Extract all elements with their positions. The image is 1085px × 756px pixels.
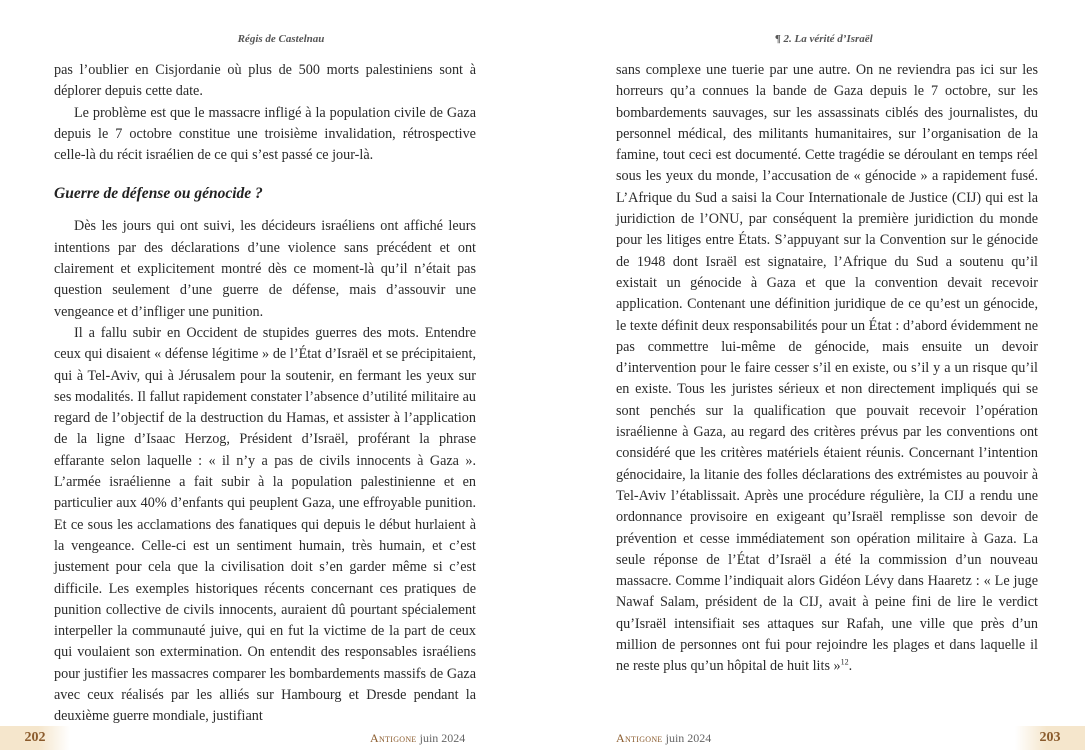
- footnote-reference[interactable]: 12: [840, 657, 849, 667]
- journal-date: juin 2024: [419, 731, 466, 745]
- journal-name: Antigone: [616, 731, 663, 745]
- journal-info: [616, 726, 711, 750]
- paragraph: Dès les jours qui ont suivi, les décideurs israéliens ont affiché leurs intentions par des déclarations d’une violence sans précédent et ont clairement et explicitement montré dès ce moment-là qu’il n’était pas question seulement d’une guerre de défense, mais d’assouvir une vengeance et d’infliger une punition.: [54, 218, 476, 320]
- running-head-author: Régis de Castelnau: [237, 33, 325, 45]
- paragraph: [616, 60, 1038, 678]
- left-page: [0, 0, 542, 756]
- paragraph-end: .: [848, 658, 853, 675]
- section-heading: Guerre de défense ou génocide ?: [54, 185, 263, 203]
- page-number: 203: [1015, 726, 1085, 750]
- paragraph: Le problème est que le massacre infligé à la population civile de Gaza depuis le 7 octobre constitue une troisième invalidation, rétrospective celle-là du récit israélien de ce qui s’est passé ce jour-là.: [54, 104, 476, 164]
- paragraph-text: sans complexe une tuerie par une autre. On ne reviendra pas ici sur les horreurs qu’a connues la bande de Gaza depuis le 7 octobre, sur les bombardements sauvages, sur les assassinats ciblés des journalistes, du personnel médical, des militants humanitaires, sur l’organisation de la famine, tout ceci est documenté. Cette tragédie se déroulant en temps réel sous les yeux du monde, l’accusation de « génocide » a rapidement fusé. L’Afrique du Sud a saisi la Cour Internationale de Justice (CIJ) qui est la juridiction de l’ONU, par conséquent la première juridiction du monde pour les litiges entre États. S’appuyant sur la Convention sur le génocide de 1948 dont Israël est signataire, l’Afrique du Sud a soutenu qu’il existait un génocide à Gaza et que la convention devait recevoir application. Contenant une définition juridique de ce qu’est un génocide, le texte définit deux responsabilités pour un État : d’abord évidemment ne pas commettre lui-même de génocide, mais ensuite un devoir d’intervention pour le faire cesser s’il en existe, ou s’il y a un risque qu’il en existe. Tous les juristes sérieux et non directement impliqués qui se sont penchés sur la qualification que pouvait recevoir l’opération israélienne à Gaza, au regard des critères prévus par les conventions ont considéré que les critères matériels étaient réunis. Concernant l’intention génocidaire, la litanie des folles déclarations des extrémistes au pouvoir à Tel-Aviv l’établissait. Après une procédure régulière, la CIJ a rendu une ordonnance provisoire en exigeant qu’Israël remplisse son devoir de prévention et cesse immédiatement son opération militaire à Gaza. La seule réponse de l’État d’Israël a été la commission d’un nouveau massacre. Comme l’indiquait alors Gidéon Lévy dans Haaretz : « Le juge Nawaf Salam, président de la CIJ, avait à peine fini de lire le verdict qu’Israël intensifiait ses attaques sur Rafah, une ville que près d’un million de personnes ont fui pour rejoindre les plages et dans laquelle il ne reste plus qu’un hôpital de huit lits »: [616, 62, 1038, 675]
- paragraph: pas l’oublier en Cisjordanie où plus de 500 morts palestiniens sont à déplorer depuis cette date.: [54, 62, 476, 100]
- journal-name: Antigone: [370, 731, 417, 745]
- journal-info: [370, 726, 465, 750]
- left-page-body: [54, 60, 476, 728]
- running-head-chapter: ¶ 2. La vérité d’Israël: [775, 33, 873, 45]
- journal-date: juin 2024: [665, 731, 712, 745]
- paragraph: Il a fallu subir en Occident de stupides guerres des mots. Entendre ceux qui disaient « défense légitime » de l’État d’Israël et se précipitaient, qui à Tel-Aviv, qui à Jérusalem pour la soutenir, en fermant les yeux sur ses modalités. Il fallut rapidement constater l’absence d’utilité militaire au regard de l’objectif de la destruction du Hamas, et assister à l’application de la ligne d’Isaac Herzog, Président d’Israël, proférant la phrase effarante selon laquelle : « il n’y a pas de civils innocents à Gaza ». L’armée israélienne a fait subir à la population palestinienne et en particulier aux 40% d’enfants qui peuplent Gaza, une effroyable punition. Et ce sous les acclamations des fanatiques qui depuis le début hurlaient à la vengeance. Celle-ci est un sentiment humain, très humain, et c’est justement pour cela que la civilisation doit s’en garder même si c’est difficile. Les exemples historiques récents concernant ces pratiques de punition collective de civils innocents, auraient dû pourtant spécialement interpeller la communauté juive, qui en fut la victime de la part de ceux qui voulaient son extermination. On entendit des responsables israéliens pour justifier les massacres comparer les bombardements massifs de Gaza avec ceux réalisés par les alliés sur Hambourg et Dresde pendant la deuxième guerre mondiale, justifiant: [54, 324, 476, 725]
- right-page-footer: [543, 726, 1085, 750]
- page-number: 202: [0, 726, 70, 750]
- right-page-body: [616, 60, 1038, 678]
- left-page-footer: [0, 726, 542, 750]
- right-page: [543, 0, 1085, 756]
